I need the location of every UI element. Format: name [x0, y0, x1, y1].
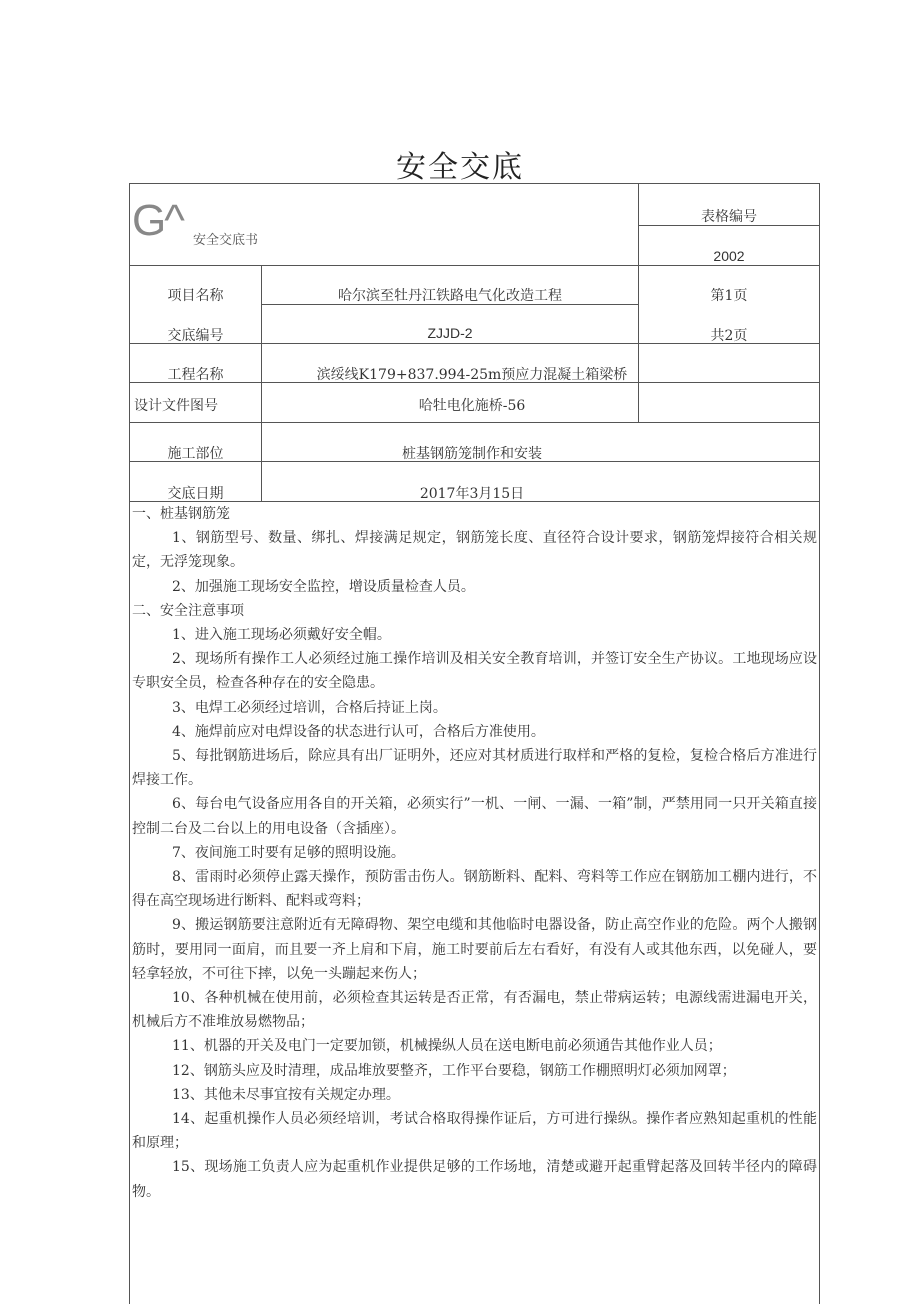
handover-number-label: 交底编号 [167, 328, 224, 344]
rule [130, 265, 819, 266]
content-item: 1、钢筋型号、数量、绑扎、焊接满足规定，钢筋笼长度、直径符合设计要求，钢筋笼焊接符合相关规定，无浮笼现象。 [132, 530, 817, 571]
content-item: 14、起重机操作人员必须经培训，考试合格取得操作证后，方可进行操纵。操作者应熟知起重机的性能和原理； [132, 1111, 817, 1152]
content-item: 10、各种机械在使用前，必须检查其运转是否正常，有否漏电，禁止带病运转；电源线需进漏电开关，机械后方不准堆放易燃物品； [132, 990, 817, 1031]
page-total: 共2页 [710, 328, 748, 344]
content-item: 13、其他未尽事宜按有关规定办理。 [172, 1086, 400, 1103]
construction-part-value: 桩基钢筋笼制作和安装 [402, 446, 542, 462]
content-item: 3、电焊工必须经过培训，合格后持证上岗。 [172, 699, 447, 716]
handover-number-value: ZJJD-2 [427, 325, 473, 341]
design-document-label: 设计文件图号 [134, 398, 218, 414]
content-item: 7、夜间施工时要有足够的照明设施。 [172, 844, 405, 861]
content-item: 8、雷雨时必须停止露天操作，预防雷击伤人。钢筋断料、配料、弯料等工作应在钢筋加工棚内进行，不得在高空现场进行断料、配料或弯料； [132, 869, 817, 910]
handover-content [130, 502, 819, 1204]
section-heading: 一、桩基钢筋笼 [132, 506, 230, 522]
work-name-value: 滨绥线K179+837.994-25m预应力混凝土箱梁桥 [316, 367, 628, 383]
content-item: 15、现场施工负责人应为起重机作业提供足够的工作场地，清楚或避开起重臂起落及回转半径内的障碍物。 [132, 1159, 817, 1200]
content-item: 2、现场所有操作工人必须经过施工操作培训及相关安全教育培训，并签订安全生产协议。工地现场应设专职安全员，检查各种存在的安全隐患。 [132, 651, 817, 692]
content-item: 12、钢筋头应及时清理，成品堆放要整齐，工作平台要稳，钢筋工作棚照明灯必须加网罩； [172, 1062, 736, 1079]
content-item: 9、搬运钢筋要注意附近有无障碍物、架空电缆和其他临时电器设备，防止高空作业的危险。两个人搬钢筋时，要用同一面肩，而且要一齐上肩和下肩，施工时要前后左右看好，有没有人或其他东西，以免碰人，要轻拿轻放，不可往下摔，以免一头蹦起来伤人； [132, 917, 817, 982]
page-current: 第1页 [710, 288, 748, 304]
content-item: 6、每台电气设备应用各自的开关箱，必须实行”一机、一闸、一漏、一箱”制，严禁用同一只开关箱直接控制二台及二台以上的用电设备（含插座）。 [132, 796, 817, 837]
content-item: 2、加强施工现场安全监控，增设质量检查人员。 [172, 578, 475, 595]
company-logo: G^ [132, 196, 183, 245]
form-number-label: 表格编号 [701, 209, 757, 225]
construction-part-label: 施工部位 [167, 446, 224, 462]
content-item: 11、机器的开关及电门一定要加锁，机械操纵人员在送电断电前必须通告其他作业人员； [172, 1038, 722, 1055]
project-name-label: 项目名称 [167, 288, 224, 304]
content-item: 1、进入施工现场必须戴好安全帽。 [172, 627, 391, 644]
form-number-value: 2002 [713, 248, 745, 264]
handover-form [129, 183, 820, 1304]
section-heading: 二、安全注意事项 [132, 602, 244, 619]
content-item: 5、每批钢筋进场后，除应具有出厂证明外，还应对其材质进行取样和严格的复检，复检合格后方准进行焊接工作。 [132, 748, 817, 789]
handover-date-label: 交底日期 [167, 486, 224, 502]
document-title: 安全交底 [396, 150, 524, 185]
form-type-label: 安全交底书 [193, 233, 259, 248]
content-item: 4、施焊前应对电焊设备的状态进行认可，合格后方准使用。 [172, 723, 545, 740]
design-document-value: 哈牡电化施桥-56 [418, 398, 526, 414]
project-name-value: 哈尔滨至牡丹江铁路电气化改造工程 [338, 288, 562, 304]
work-name-label: 工程名称 [167, 367, 224, 383]
handover-date-value: 2017年3月15日 [419, 486, 525, 502]
rule [130, 422, 819, 423]
